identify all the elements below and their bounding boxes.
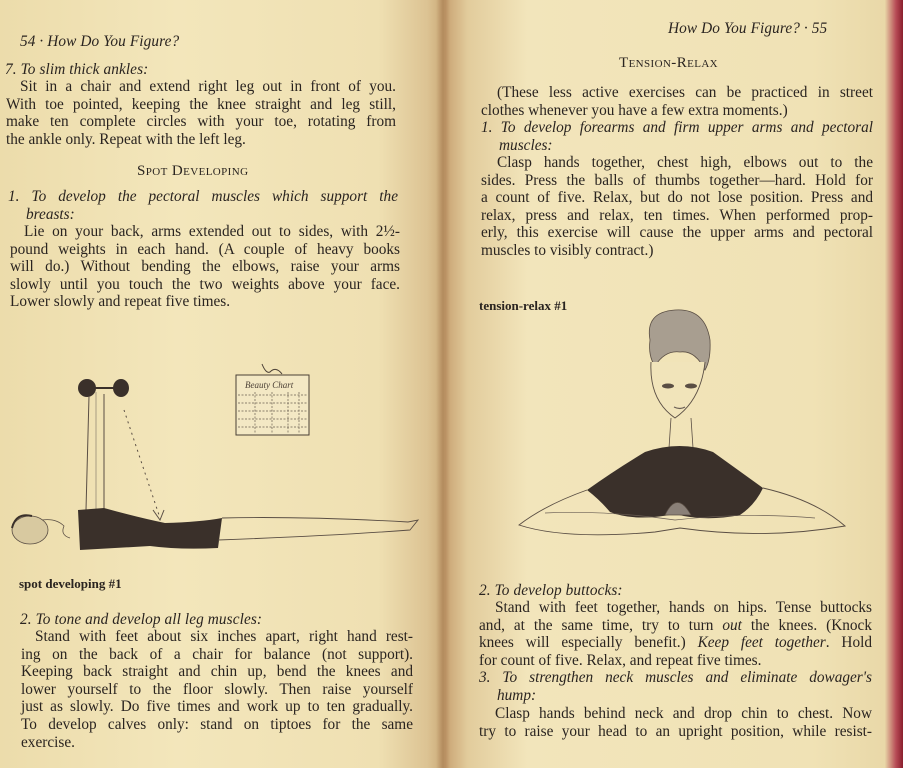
intro-text (481, 84, 873, 119)
text-line: Clasp hands behind neck and drop chin to chest. Now (495, 705, 872, 722)
text-line: Keeping back straight and chin up, bend the knees and (21, 663, 413, 681)
tr-item3-heading (479, 669, 872, 704)
caption-tension-relax: tension-relax #1 (479, 298, 568, 313)
heading-line: 1. To develop forearms and firm upper arms and pectoral (481, 119, 873, 136)
text-line: erly, this exercise will cause the upper arms and pectoral (481, 224, 873, 242)
left-page (0, 0, 445, 768)
text-line: sides. Press the balls of thumbs together—hard. Hold for (481, 171, 873, 189)
text-line: muscles to visibly contract.) (481, 241, 654, 259)
section-title-tension-relax: Tension-Relax (619, 55, 719, 71)
tr-item3-body (479, 705, 872, 740)
text-line: Sit in a chair and extend right leg out in front of you. (20, 78, 396, 95)
text-line: a count of five. Relax, but do not lose position. Press and (481, 189, 873, 207)
tr-item2-body (479, 599, 872, 669)
text-line: With toe pointed, keeping the knee straight and leg still, (6, 95, 396, 113)
text-line: Stand with feet together, hands on hips. Tense buttocks (495, 599, 872, 616)
beauty-chart-title: Beauty Chart (245, 380, 294, 390)
text-line: Lie on your back, arms extended out to sides, with 2½- (24, 223, 400, 240)
tr-item1-body (481, 154, 873, 260)
text-line: Clasp hands together, chest high, elbows out to the (497, 154, 873, 171)
heading-line: muscles: (499, 136, 553, 154)
text-line: To develop calves only: stand on tiptoes for the same (21, 715, 413, 733)
text-run: knees will especially benefit.) (479, 634, 698, 652)
text-line (479, 617, 872, 635)
heading-line: hump: (497, 686, 537, 704)
text-line: just as slowly. Do five times and work up to ten gradually. (21, 698, 413, 716)
beauty-chart-drawing (236, 364, 309, 435)
emphasis-keep-feet-together: Keep feet together (697, 634, 826, 652)
item1-heading (8, 188, 398, 223)
tension-relax-illustration (505, 300, 865, 560)
text-line: exercise. (21, 733, 75, 751)
book-spine-gutter (436, 0, 450, 768)
text-line: ing on the back of a chair for balance (not support). (21, 645, 413, 663)
heading-line: breasts: (26, 205, 75, 223)
text-line (479, 634, 872, 652)
emphasis-out: out (722, 616, 742, 634)
section-title-spot-developing: Spot Developing (137, 163, 249, 179)
text-line: make ten complete circles with your toe, rotating from (6, 113, 396, 131)
tr-item2-heading: 2. To develop buttocks: (479, 582, 623, 599)
item2-heading: 2. To tone and develop all leg muscles: (20, 611, 263, 628)
item2-body (21, 628, 413, 751)
text-line: Lower slowly and repeat five times. (10, 293, 231, 311)
text-line: pound weights in each hand. (A couple of heavy books (10, 240, 400, 258)
woman-clasping-hands-drawing (519, 310, 845, 535)
woman-lying-drawing (12, 508, 418, 550)
text-line: try to raise your head to an upright position, while resist- (479, 722, 872, 740)
text-line: the ankle only. Repeat with the left leg. (6, 130, 246, 148)
text-line: clothes whenever you have a few extra moments.) (481, 101, 788, 119)
running-head-left: 54 · How Do You Figure? (20, 33, 180, 50)
text-run: the knees. (Knock (741, 616, 872, 634)
item7-body (6, 78, 396, 148)
tr-item1-heading (481, 119, 873, 154)
spot-developing-illustration (0, 360, 430, 560)
running-head-right: How Do You Figure? · 55 (668, 20, 828, 37)
text-line: relax, press and relax, ten times. When performed prop- (481, 206, 873, 224)
item1-body (10, 223, 400, 311)
right-page (445, 0, 903, 768)
text-run: . Hold (825, 634, 873, 652)
text-line: lower yourself to the floor slowly. Then raise yourself (21, 680, 413, 698)
text-line: (These less active exercises can be practiced in street (497, 84, 873, 101)
caption-spot-developing: spot developing #1 (19, 576, 122, 591)
text-line: will do.) Without bending the elbows, raise your arms (10, 258, 400, 276)
text-line: slowly until you touch the two weights above your face. (10, 275, 400, 293)
text-run: and, at the same time, try to turn (479, 616, 723, 634)
text-line: for count of five. Relax, and repeat five times. (479, 651, 762, 669)
item7-heading: 7. To slim thick ankles: (5, 61, 149, 78)
text-line: Stand with feet about six inches apart, right hand rest- (35, 628, 413, 645)
heading-line: 1. To develop the pectoral muscles which support the (8, 188, 398, 205)
heading-line: 3. To strengthen neck muscles and eliminate dowager's (479, 669, 872, 686)
